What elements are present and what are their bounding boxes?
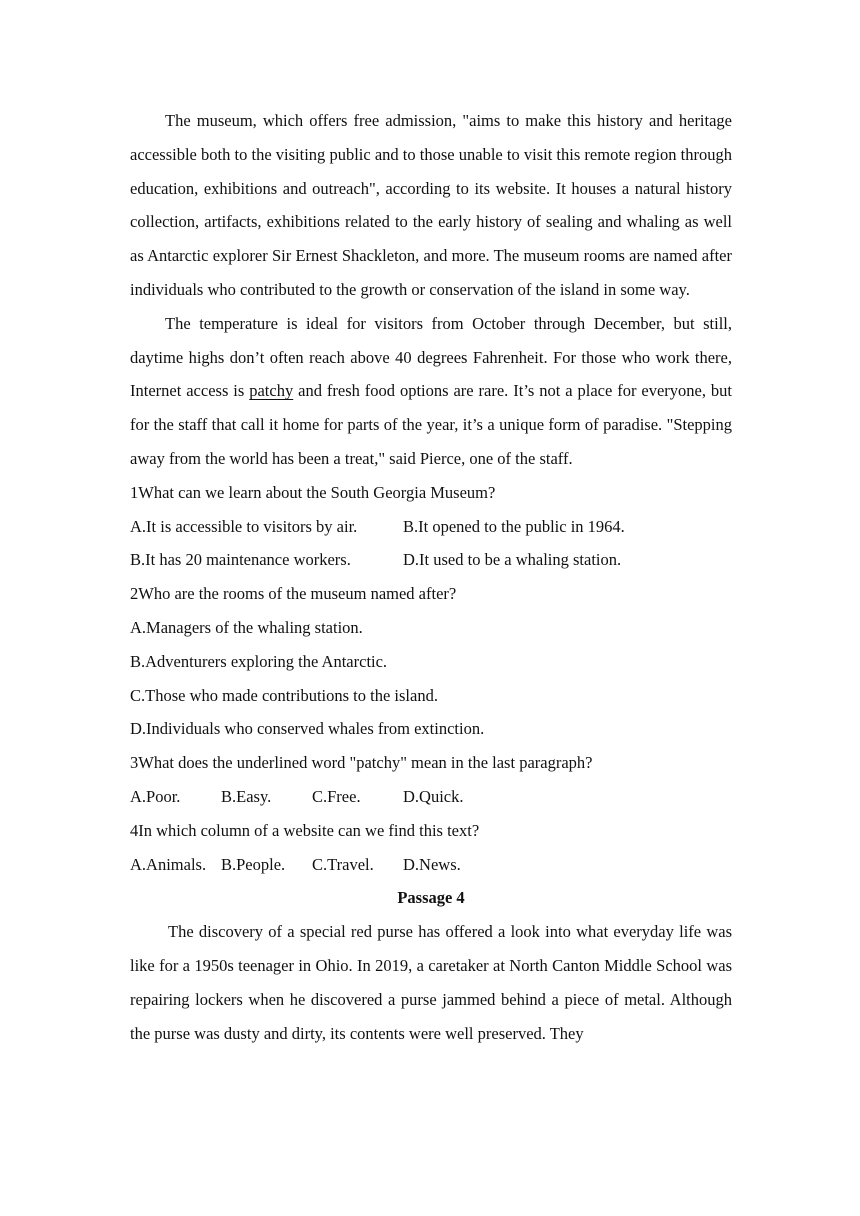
question-4-options	[130, 848, 732, 882]
question-4-stem: 4In which column of a website can we find this text?	[130, 820, 480, 840]
question-1-option-c: B.It has 20 maintenance workers.	[130, 550, 351, 570]
question-1-option-d: D.It used to be a whaling station.	[403, 550, 622, 570]
passage-4-title: Passage 4	[397, 888, 465, 908]
question-3-option-d: D.Quick.	[403, 786, 464, 806]
question-1-stem: 1What can we learn about the South Georgia Museum?	[130, 482, 496, 502]
question-1-options-row-2	[130, 543, 732, 577]
question-1-option-b: B.It opened to the public in 1964.	[403, 516, 625, 536]
question-2-option-c: C.Those who made contributions to the island.	[130, 685, 438, 705]
question-1-option-a: A.It is accessible to visitors by air.	[130, 516, 358, 536]
question-3-option-c: C.Free.	[312, 786, 361, 806]
document-page	[130, 104, 732, 1050]
question-4-option-d: D.News.	[403, 854, 461, 874]
question-3-options	[130, 780, 732, 814]
paragraph-temperature	[130, 307, 732, 476]
underlined-word-patchy: patchy	[249, 381, 294, 401]
question-4-option-b: B.People.	[221, 854, 286, 874]
question-2-option-d: D.Individuals who conserved whales from extinction.	[130, 719, 485, 739]
question-2-option-a: A.Managers of the whaling station.	[130, 617, 363, 637]
paragraph-temperature-end: and fresh food options are rare. It’s not a place for everyone, but for the staff that call it home for parts of the year, it’s a unique form of paradise. "Stepping away from the world has been a treat," said Pierce, one of the staff.	[130, 381, 732, 468]
question-4-option-a: A.Animals.	[130, 854, 207, 874]
question-3-stem: 3What does the underlined word "patchy" mean in the last paragraph?	[130, 753, 593, 773]
question-2-stem: 2Who are the rooms of the museum named after?	[130, 584, 457, 604]
question-3-option-b: B.Easy.	[221, 786, 272, 806]
passage-4-paragraph: The discovery of a special red purse has offered a look into what everyday life was like for a 1950s teenager in Ohio. In 2019, a caretaker at North Canton Middle School was repairing lockers when he discovered a purse jammed behind a piece of metal. Although the purse was dusty and dirty, its contents were well preserved. They	[130, 922, 732, 1043]
question-4-option-c: C.Travel.	[312, 854, 374, 874]
question-2-option-b: B.Adventurers exploring the Antarctic.	[130, 651, 388, 671]
paragraph-temperature-start: The temperature is ideal for visitors from October through December, but still, daytime highs don’t often reach above 40 degrees Fahrenheit. For those who work there, Internet access is	[130, 313, 732, 401]
question-3-option-a: A.Poor.	[130, 786, 181, 806]
question-1-options-row-1	[130, 510, 732, 544]
paragraph-museum: The museum, which offers free admission, "aims to make this history and heritage accessible both to the visiting public and to those unable to visit this remote region through education, exhibitions and outreach", according to its website. It houses a natural history collection, artifacts, exhibitions related to the early history of sealing and whaling as well as Antarctic explorer Sir Ernest Shackleton, and more. The museum rooms are named after individuals who contributed to the growth or conservation of the island in some way.	[130, 111, 732, 299]
